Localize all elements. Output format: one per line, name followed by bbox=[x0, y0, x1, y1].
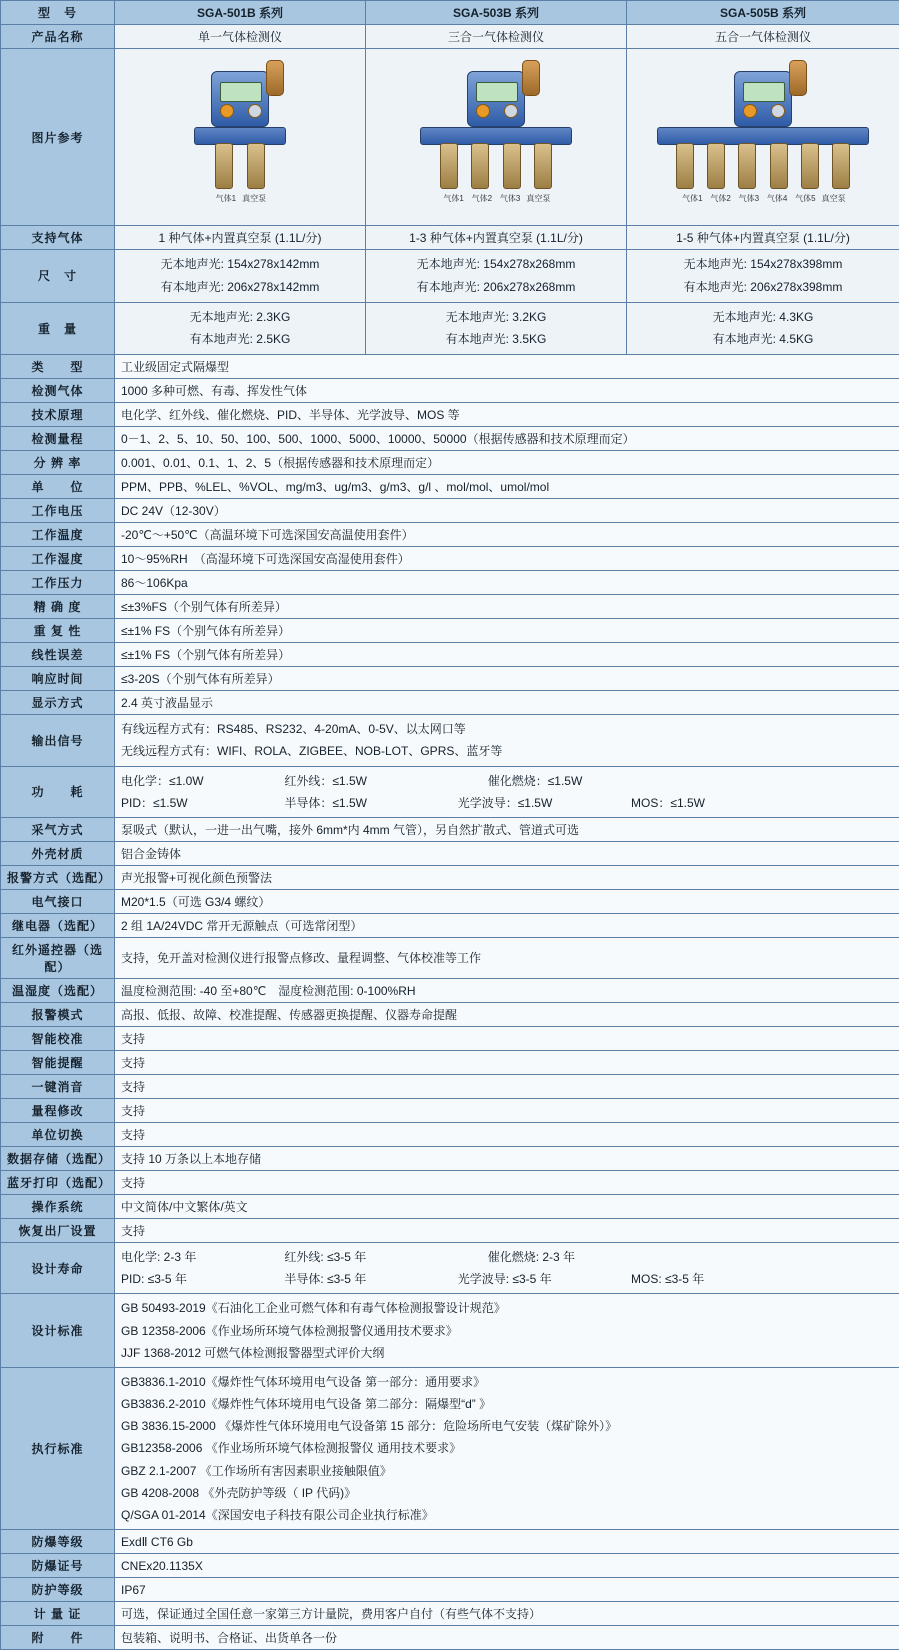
row-label-lifespan: 设计寿命 bbox=[1, 1242, 115, 1293]
size-with-alarm-1: 有本地声光: 206x278x142mm bbox=[121, 276, 359, 299]
row-label-remote: 红外遥控器（选配） bbox=[1, 937, 115, 978]
table-row-unit-switch bbox=[1, 1122, 899, 1146]
probe-icon bbox=[471, 143, 489, 189]
row-label-os: 操作系统 bbox=[1, 1194, 115, 1218]
probe-icon bbox=[503, 143, 521, 189]
row-label-voltage: 工作电压 bbox=[1, 499, 115, 523]
row-label-smart-remind: 智能提醒 bbox=[1, 1050, 115, 1074]
probe-label: 气体4 bbox=[764, 193, 790, 204]
pump-cap-icon bbox=[789, 60, 807, 96]
exec-std-line: GB 3836.15-2000 《爆炸性气体环境用电气设备第 15 部分：危险场所电气安装（煤矿除外）》 bbox=[121, 1415, 893, 1437]
table-row-response bbox=[1, 667, 899, 691]
lifespan-semiconductor: 半导体: ≤3-5 年 bbox=[284, 1268, 454, 1290]
device-image-1 bbox=[115, 49, 366, 226]
exec-std-value bbox=[115, 1367, 899, 1529]
table-row-accessories bbox=[1, 1626, 899, 1650]
relay-value: 2 组 1A/24VDC 常开无源触点（可选常闭型） bbox=[115, 913, 899, 937]
principle-value: 电化学、红外线、催化燃烧、PID、半导体、光学波导、MOS 等 bbox=[115, 403, 899, 427]
table-row-smart-cal bbox=[1, 1026, 899, 1050]
table-row-electrical bbox=[1, 889, 899, 913]
power-pid: PID：≤1.5W bbox=[121, 792, 281, 814]
table-row-display bbox=[1, 691, 899, 715]
row-label-work-pressure: 工作压力 bbox=[1, 571, 115, 595]
row-label-repeat: 重 复 性 bbox=[1, 619, 115, 643]
row-label-temp-humi-opt: 温湿度（选配） bbox=[1, 978, 115, 1002]
row-label-unit-switch: 单位切换 bbox=[1, 1122, 115, 1146]
row-label-display: 显示方式 bbox=[1, 691, 115, 715]
row-label-relay: 继电器（选配） bbox=[1, 913, 115, 937]
row-label-range-mod: 量程修改 bbox=[1, 1098, 115, 1122]
row-label-electrical: 电气接口 bbox=[1, 889, 115, 913]
device-drawing-3 bbox=[657, 71, 869, 204]
design-std-line: GB 50493-2019《石油化工企业可燃气体和有毒气体检测报警设计规范》 bbox=[121, 1297, 893, 1319]
row-label-ip-grade: 防护等级 bbox=[1, 1578, 115, 1602]
exec-std-line: GB 4208-2008 《外壳防护等级（ IP 代码)》 bbox=[121, 1482, 893, 1504]
power-optical: 光学波导：≤1.5W bbox=[458, 792, 628, 814]
output-wireless: 无线远程方式有：WIFI、ROLA、ZIGBEE、NOB-LOT、GPRS、蓝牙等 bbox=[121, 740, 893, 762]
row-label-accessories: 附 件 bbox=[1, 1626, 115, 1650]
ex-cert-value: CNEx20.1135X bbox=[115, 1554, 899, 1578]
display-screen-icon bbox=[220, 82, 262, 102]
row-label-image: 图片参考 bbox=[1, 49, 115, 226]
table-row-repeat bbox=[1, 619, 899, 643]
row-label-detect-gas: 检测气体 bbox=[1, 379, 115, 403]
weight-with-alarm-1: 有本地声光: 2.5KG bbox=[121, 328, 359, 351]
range-value: 0－1、2、5、10、50、100、500、1000、5000、10000、50000（根据传感器和技术原理而定） bbox=[115, 427, 899, 451]
shell-value: 铝合金铸体 bbox=[115, 841, 899, 865]
table-row-type bbox=[1, 355, 899, 379]
probe-icon bbox=[247, 143, 265, 189]
support-gas-3: 1-5 种气体+内置真空泵 (1.1L/分) bbox=[627, 226, 899, 250]
power-line-2 bbox=[121, 792, 893, 814]
table-row-alarm-mode-opt bbox=[1, 865, 899, 889]
table-row-size bbox=[1, 250, 899, 303]
row-label-metrology: 计 量 证 bbox=[1, 1602, 115, 1626]
probe-icon bbox=[215, 143, 233, 189]
exec-std-line: GBZ 2.1-2007 《工作场所有害因素职业接触限值》 bbox=[121, 1460, 893, 1482]
size-no-alarm-1: 无本地声光: 154x278x142mm bbox=[121, 253, 359, 276]
probe-label: 气体5 bbox=[792, 193, 818, 204]
lifespan-catalytic: 催化燃烧: 2-3 年 bbox=[488, 1250, 575, 1264]
size-no-alarm-3: 无本地声光: 154x278x398mm bbox=[633, 253, 893, 276]
table-row-smart-remind bbox=[1, 1050, 899, 1074]
row-label-linear: 线性误差 bbox=[1, 643, 115, 667]
table-row-principle bbox=[1, 403, 899, 427]
probe-group-3 bbox=[657, 143, 869, 192]
device-image-3 bbox=[627, 49, 899, 226]
probe-label: 气体1 bbox=[679, 193, 705, 204]
work-humidity-value: 10～95%RH （高湿环境下可选深国安高湿使用套件） bbox=[115, 547, 899, 571]
size-with-alarm-2: 有本地声光: 206x278x268mm bbox=[372, 276, 620, 299]
lifespan-electrochemical: 电化学: 2-3 年 bbox=[121, 1246, 281, 1268]
row-label-sampling: 采气方式 bbox=[1, 817, 115, 841]
probe-label: 气体3 bbox=[497, 193, 523, 204]
row-label-alarm-model: 报警模式 bbox=[1, 1002, 115, 1026]
os-value: 中文简体/中文繁体/英文 bbox=[115, 1194, 899, 1218]
table-row-lifespan bbox=[1, 1242, 899, 1293]
table-row-resolution bbox=[1, 451, 899, 475]
weight-3 bbox=[627, 302, 899, 355]
power-catalytic: 催化燃烧：≤1.5W bbox=[488, 774, 583, 788]
pump-cap-icon bbox=[266, 60, 284, 96]
one-key-value: 支持 bbox=[115, 1074, 899, 1098]
table-row-relay bbox=[1, 913, 899, 937]
display-value: 2.4 英寸液晶显示 bbox=[115, 691, 899, 715]
weight-2 bbox=[366, 302, 627, 355]
sampling-value: 泵吸式（默认，一进一出气嘴，接外 6mm*内 4mm 气管），另自然扩散式、管道式可选 bbox=[115, 817, 899, 841]
exec-std-line: Q/SGA 01-2014《深国安电子科技有限公司企业执行标准》 bbox=[121, 1504, 893, 1526]
table-row-ex-cert bbox=[1, 1554, 899, 1578]
row-label-weight: 重 量 bbox=[1, 302, 115, 355]
knob-secondary-icon bbox=[504, 104, 518, 118]
smart-cal-value: 支持 bbox=[115, 1026, 899, 1050]
design-std-line: JJF 1368-2012 可燃气体检测报警器型式评价大纲 bbox=[121, 1342, 893, 1364]
probe-icon bbox=[770, 143, 788, 189]
bt-print-opt-value: 支持 bbox=[115, 1170, 899, 1194]
table-row-ip-grade bbox=[1, 1578, 899, 1602]
table-row-support-gas bbox=[1, 226, 899, 250]
pump-cap-icon bbox=[522, 60, 540, 96]
repeat-value: ≤±1% FS（个别气体有所差异） bbox=[115, 619, 899, 643]
weight-no-alarm-2: 无本地声光: 3.2KG bbox=[372, 306, 620, 329]
design-std-line: GB 12358-2006《作业场所环境气体检测报警仪通用技术要求》 bbox=[121, 1320, 893, 1342]
product-name-3: 五合一气体检测仪 bbox=[627, 25, 899, 49]
alarm-model-value: 高报、低报、故障、校准提醒、传感器更换提醒、仪器寿命提醒 bbox=[115, 1002, 899, 1026]
device-drawing-1 bbox=[194, 71, 286, 204]
model-header-1: SGA-501B 系列 bbox=[115, 1, 366, 25]
size-3 bbox=[627, 250, 899, 303]
probe-label: 真空泵 bbox=[821, 193, 847, 204]
lifespan-pid: PID: ≤3-5 年 bbox=[121, 1268, 281, 1290]
display-screen-icon bbox=[743, 82, 785, 102]
table-row-os bbox=[1, 1194, 899, 1218]
table-row-voltage bbox=[1, 499, 899, 523]
knob-icon bbox=[220, 104, 234, 118]
lifespan-optical: 光学波导: ≤3-5 年 bbox=[458, 1268, 628, 1290]
row-label-work-humidity: 工作湿度 bbox=[1, 547, 115, 571]
electrical-value: M20*1.5（可选 G3/4 螺纹） bbox=[115, 889, 899, 913]
probe-label: 气体2 bbox=[469, 193, 495, 204]
accessories-value: 包装箱、说明书、合格证、出货单各一份 bbox=[115, 1626, 899, 1650]
table-row-image bbox=[1, 49, 899, 226]
probe-icon bbox=[832, 143, 850, 189]
row-label-range: 检测量程 bbox=[1, 427, 115, 451]
output-wired: 有线远程方式有：RS485、RS232、4-20mA、0-5V、以太网口等 bbox=[121, 718, 893, 740]
size-1 bbox=[115, 250, 366, 303]
row-label-design-std: 设计标准 bbox=[1, 1294, 115, 1368]
factory-reset-value: 支持 bbox=[115, 1218, 899, 1242]
weight-with-alarm-3: 有本地声光: 4.5KG bbox=[633, 328, 893, 351]
row-label-unit: 单 位 bbox=[1, 475, 115, 499]
ex-grade-value: ExdⅡ CT6 Gb bbox=[115, 1530, 899, 1554]
table-row-range-mod bbox=[1, 1098, 899, 1122]
unit-value: PPM、PPB、%LEL、%VOL、mg/m3、ug/m3、g/m3、g/l 、mol/mol、umol/mol bbox=[115, 475, 899, 499]
row-label-output: 输出信号 bbox=[1, 715, 115, 766]
weight-no-alarm-1: 无本地声光: 2.3KG bbox=[121, 306, 359, 329]
table-row-factory-reset bbox=[1, 1218, 899, 1242]
probe-group-1 bbox=[194, 143, 286, 192]
unit-switch-value: 支持 bbox=[115, 1122, 899, 1146]
knob-secondary-icon bbox=[248, 104, 262, 118]
row-label-response: 响应时间 bbox=[1, 667, 115, 691]
detector-head-1 bbox=[211, 71, 269, 127]
lifespan-infrared: 红外线: ≤3-5 年 bbox=[284, 1246, 484, 1268]
row-label-model: 型 号 bbox=[1, 1, 115, 25]
table-row-linear bbox=[1, 643, 899, 667]
probe-labels-2 bbox=[420, 193, 572, 204]
probe-icon bbox=[801, 143, 819, 189]
linear-value: ≤±1% FS（个别气体有所差异） bbox=[115, 643, 899, 667]
probe-label: 气体2 bbox=[708, 193, 734, 204]
knob-secondary-icon bbox=[771, 104, 785, 118]
row-label-shell: 外壳材质 bbox=[1, 841, 115, 865]
product-name-2: 三合一气体检测仪 bbox=[366, 25, 627, 49]
row-label-bt-print-opt: 蓝牙打印（选配） bbox=[1, 1170, 115, 1194]
weight-1 bbox=[115, 302, 366, 355]
power-semiconductor: 半导体：≤1.5W bbox=[284, 792, 454, 814]
probe-labels-1 bbox=[194, 193, 286, 204]
alarm-mode-opt-value: 声光报警+可视化颜色预警法 bbox=[115, 865, 899, 889]
probe-label: 气体1 bbox=[213, 193, 239, 204]
row-label-size: 尺 寸 bbox=[1, 250, 115, 303]
row-label-work-temp: 工作温度 bbox=[1, 523, 115, 547]
table-row-weight bbox=[1, 302, 899, 355]
row-label-factory-reset: 恢复出厂设置 bbox=[1, 1218, 115, 1242]
table-row-alarm-model bbox=[1, 1002, 899, 1026]
row-label-ex-cert: 防爆证号 bbox=[1, 1554, 115, 1578]
probe-icon bbox=[707, 143, 725, 189]
row-label-ex-grade: 防爆等级 bbox=[1, 1530, 115, 1554]
device-drawing-2 bbox=[420, 71, 572, 204]
support-gas-1: 1 种气体+内置真空泵 (1.1L/分) bbox=[115, 226, 366, 250]
output-value bbox=[115, 715, 899, 766]
table-row-sampling bbox=[1, 817, 899, 841]
knob-icon bbox=[743, 104, 757, 118]
row-label-alarm-mode-opt: 报警方式（选配） bbox=[1, 865, 115, 889]
table-row-work-temp bbox=[1, 523, 899, 547]
probe-group-2 bbox=[420, 143, 572, 192]
probe-icon bbox=[534, 143, 552, 189]
power-value bbox=[115, 766, 899, 817]
response-value: ≤3-20S（个别气体有所差异） bbox=[115, 667, 899, 691]
model-header-3: SGA-505B 系列 bbox=[627, 1, 899, 25]
probe-label: 真空泵 bbox=[525, 193, 551, 204]
work-pressure-value: 86～106Kpa bbox=[115, 571, 899, 595]
product-name-1: 单一气体检测仪 bbox=[115, 25, 366, 49]
table-row-detect-gas bbox=[1, 379, 899, 403]
probe-icon bbox=[676, 143, 694, 189]
detect-gas-value: 1000 多种可燃、有毒、挥发性气体 bbox=[115, 379, 899, 403]
lifespan-line-1 bbox=[121, 1246, 893, 1268]
size-no-alarm-2: 无本地声光: 154x278x268mm bbox=[372, 253, 620, 276]
model-header-2: SGA-503B 系列 bbox=[366, 1, 627, 25]
table-row-remote bbox=[1, 937, 899, 978]
exec-std-line: GB12358-2006 《作业场所环境气体检测报警仪 通用技术要求》 bbox=[121, 1437, 893, 1459]
lifespan-line-2 bbox=[121, 1268, 893, 1290]
display-screen-icon bbox=[476, 82, 518, 102]
probe-labels-3 bbox=[657, 193, 869, 204]
metrology-value: 可选，保证通过全国任意一家第三方计量院，费用客户自付（有些气体不支持） bbox=[115, 1602, 899, 1626]
table-row-product-name bbox=[1, 25, 899, 49]
ip-grade-value: IP67 bbox=[115, 1578, 899, 1602]
device-image-2 bbox=[366, 49, 627, 226]
power-infrared: 红外线：≤1.5W bbox=[284, 770, 484, 792]
design-std-value bbox=[115, 1294, 899, 1368]
probe-label: 气体3 bbox=[736, 193, 762, 204]
table-row-ex-grade bbox=[1, 1530, 899, 1554]
table-row-work-pressure bbox=[1, 571, 899, 595]
row-label-support-gas: 支持气体 bbox=[1, 226, 115, 250]
table-row-design-std bbox=[1, 1294, 899, 1368]
row-label-one-key: 一键消音 bbox=[1, 1074, 115, 1098]
row-label-smart-cal: 智能校准 bbox=[1, 1026, 115, 1050]
row-label-product-name: 产品名称 bbox=[1, 25, 115, 49]
row-label-power: 功 耗 bbox=[1, 766, 115, 817]
power-line-1 bbox=[121, 770, 893, 792]
table-row-metrology bbox=[1, 1602, 899, 1626]
table-row-bt-print-opt bbox=[1, 1170, 899, 1194]
remote-value: 支持，免开盖对检测仪进行报警点修改、量程调整、气体校准等工作 bbox=[115, 937, 899, 978]
power-mos: MOS：≤1.5W bbox=[631, 796, 705, 810]
size-2 bbox=[366, 250, 627, 303]
table-row-unit bbox=[1, 475, 899, 499]
resolution-value: 0.001、0.01、0.1、1、2、5（根据传感器和技术原理而定） bbox=[115, 451, 899, 475]
table-row-range bbox=[1, 427, 899, 451]
accuracy-value: ≤±3%FS（个别气体有所差异） bbox=[115, 595, 899, 619]
work-temp-value: -20℃～+50℃（高温环境下可选深国安高温使用套件） bbox=[115, 523, 899, 547]
exec-std-line: GB3836.2-2010《爆炸性气体环境用电气设备 第二部分：隔爆型“d” 》 bbox=[121, 1393, 893, 1415]
smart-remind-value: 支持 bbox=[115, 1050, 899, 1074]
row-label-storage-opt: 数据存储（选配） bbox=[1, 1146, 115, 1170]
probe-icon bbox=[738, 143, 756, 189]
table-row-output bbox=[1, 715, 899, 766]
lifespan-value bbox=[115, 1242, 899, 1293]
temp-humi-opt-value: 温度检测范围: -40 至+80℃ 湿度检测范围: 0-100%RH bbox=[115, 978, 899, 1002]
table-row-storage-opt bbox=[1, 1146, 899, 1170]
range-mod-value: 支持 bbox=[115, 1098, 899, 1122]
table-row-one-key bbox=[1, 1074, 899, 1098]
table-row-model bbox=[1, 1, 899, 25]
row-label-type: 类 型 bbox=[1, 355, 115, 379]
weight-with-alarm-2: 有本地声光: 3.5KG bbox=[372, 328, 620, 351]
table-row-accuracy bbox=[1, 595, 899, 619]
probe-icon bbox=[440, 143, 458, 189]
lifespan-mos: MOS: ≤3-5 年 bbox=[631, 1272, 704, 1286]
table-row-shell bbox=[1, 841, 899, 865]
row-label-principle: 技术原理 bbox=[1, 403, 115, 427]
detector-head-3 bbox=[734, 71, 792, 127]
size-with-alarm-3: 有本地声光: 206x278x398mm bbox=[633, 276, 893, 299]
row-label-accuracy: 精 确 度 bbox=[1, 595, 115, 619]
detector-head-2 bbox=[467, 71, 525, 127]
voltage-value: DC 24V（12-30V） bbox=[115, 499, 899, 523]
probe-label: 气体1 bbox=[441, 193, 467, 204]
row-label-resolution: 分 辨 率 bbox=[1, 451, 115, 475]
type-value: 工业级固定式隔爆型 bbox=[115, 355, 899, 379]
exec-std-line: GB3836.1-2010《爆炸性气体环境用电气设备 第一部分：通用要求》 bbox=[121, 1371, 893, 1393]
power-electrochemical: 电化学：≤1.0W bbox=[121, 770, 281, 792]
table-row-power bbox=[1, 766, 899, 817]
table-row-exec-std bbox=[1, 1367, 899, 1529]
probe-label: 真空泵 bbox=[241, 193, 267, 204]
row-label-exec-std: 执行标准 bbox=[1, 1367, 115, 1529]
storage-opt-value: 支持 10 万条以上本地存储 bbox=[115, 1146, 899, 1170]
weight-no-alarm-3: 无本地声光: 4.3KG bbox=[633, 306, 893, 329]
support-gas-2: 1-3 种气体+内置真空泵 (1.1L/分) bbox=[366, 226, 627, 250]
knob-icon bbox=[476, 104, 490, 118]
table-row-work-humidity bbox=[1, 547, 899, 571]
table-row-temp-humi-opt bbox=[1, 978, 899, 1002]
